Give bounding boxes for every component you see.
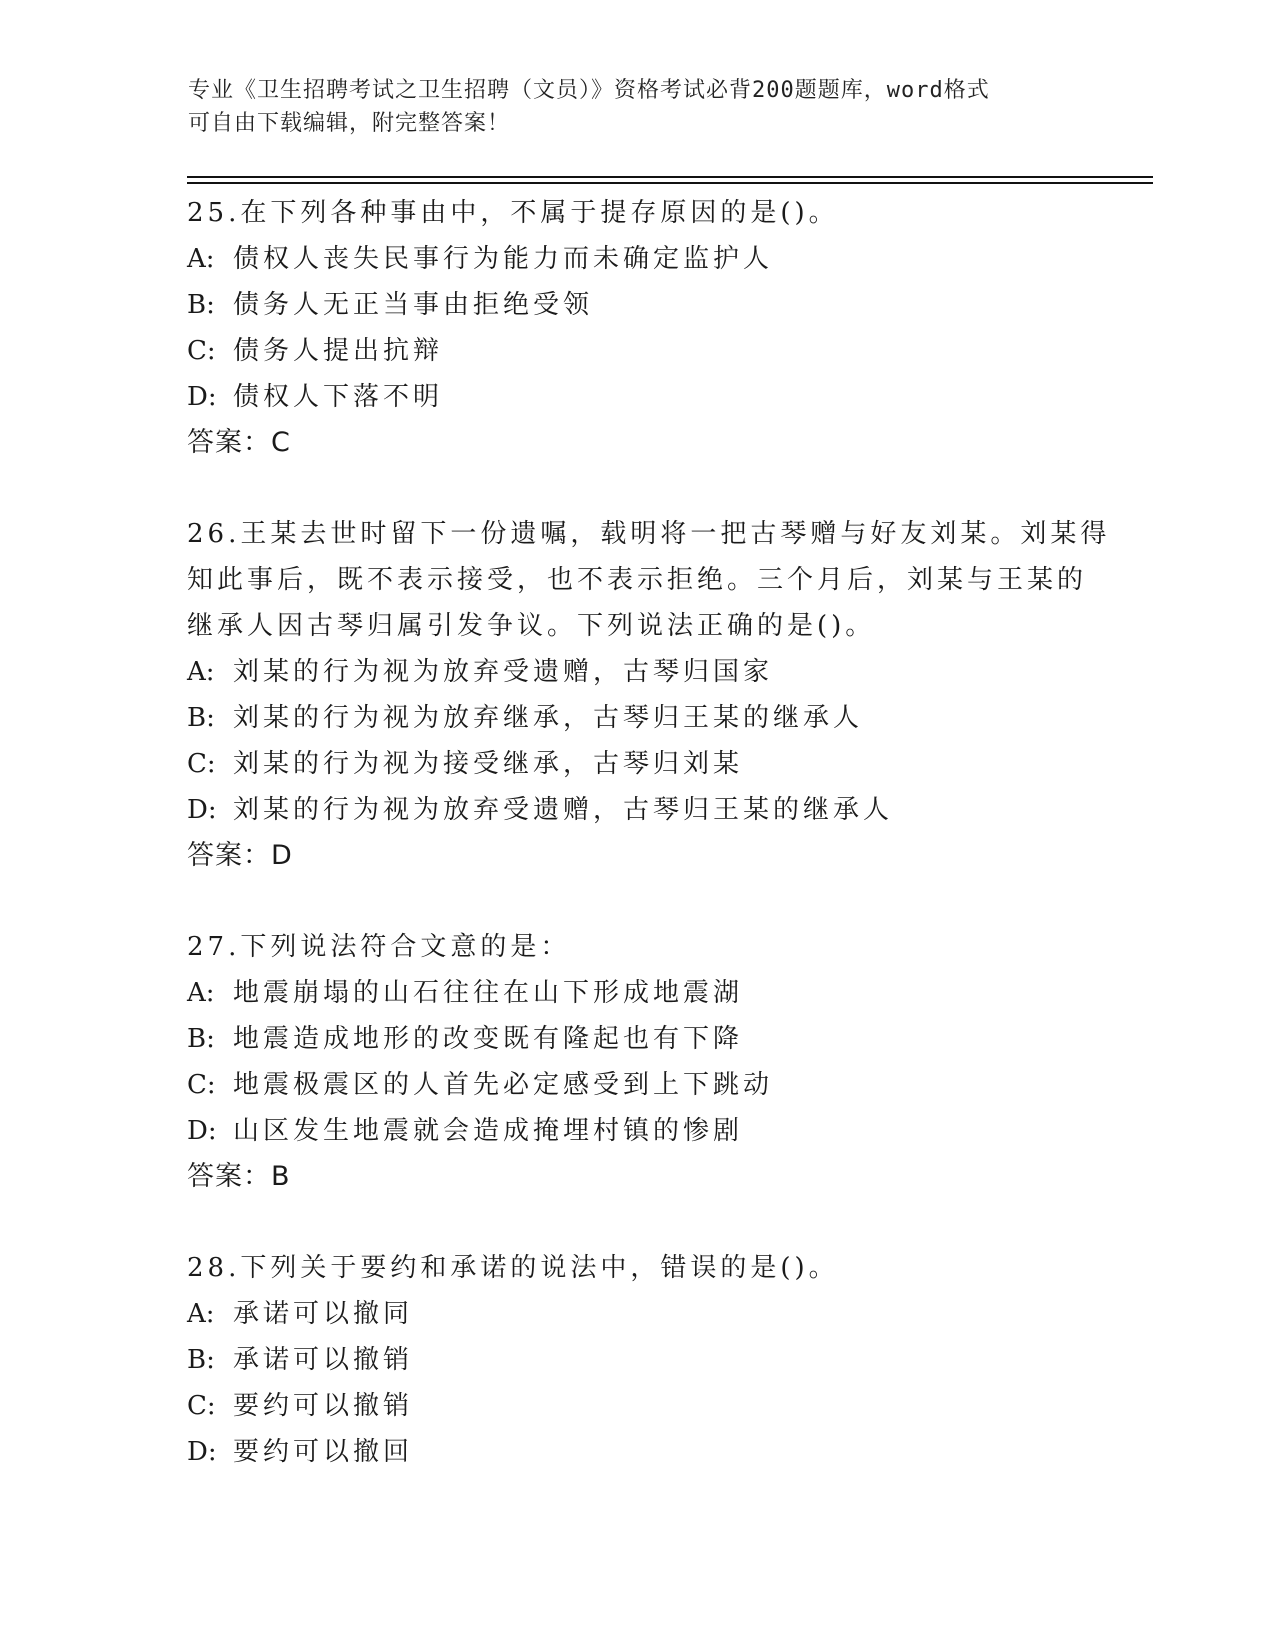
answer-option [187, 282, 1147, 328]
question-block [187, 1245, 1147, 1475]
question-block [187, 511, 1147, 879]
option-text: 要约可以撤销 [233, 1391, 414, 1421]
option-text: 刘某的行为视为放弃继承，古琴归王某的继承人 [233, 703, 864, 733]
option-letter: B: [187, 1024, 215, 1054]
option-text: 承诺可以撤销 [233, 1345, 414, 1375]
answer-option [187, 236, 1147, 282]
answer-option [187, 970, 1147, 1016]
question-stem: 知此事后，既不表示接受，也不表示拒绝。三个月后，刘某与王某的 [187, 565, 1088, 595]
option-text: 承诺可以撤同 [233, 1299, 414, 1329]
option-letter: C: [187, 1070, 216, 1100]
question-stem: 28.下列关于要约和承诺的说法中，错误的是()。 [187, 1253, 839, 1283]
answer-option [187, 1062, 1147, 1108]
header-divider-bottom [187, 182, 1153, 184]
option-text: 地震极震区的人首先必定感受到上下跳动 [233, 1070, 774, 1100]
option-letter: A: [187, 1299, 215, 1329]
option-text: 山区发生地震就会造成掩埋村镇的惨剧 [233, 1116, 744, 1146]
option-letter: D: [187, 795, 217, 825]
option-letter: C: [187, 336, 216, 366]
option-text: 地震崩塌的山石往往在山下形成地震湖 [233, 978, 744, 1008]
answer-option [187, 695, 1147, 741]
document-header [188, 74, 1088, 140]
option-letter: B: [187, 703, 215, 733]
header-line-2: 可自由下载编辑，附完整答案！ [188, 111, 511, 136]
option-text: 刘某的行为视为放弃受遗赠，古琴归王某的继承人 [233, 795, 894, 825]
option-letter: B: [187, 290, 215, 320]
answer-option [187, 1337, 1147, 1383]
answer-option [187, 374, 1147, 420]
answer-key: 答案：D [187, 840, 293, 871]
answer-option [187, 328, 1147, 374]
answer-option [187, 741, 1147, 787]
option-letter: B: [187, 1345, 215, 1375]
option-letter: D: [187, 1437, 217, 1467]
answer-key: 答案：C [187, 427, 291, 458]
option-text: 债务人提出抗辩 [233, 336, 444, 366]
option-text: 地震造成地形的改变既有隆起也有下降 [233, 1024, 744, 1054]
option-letter: A: [187, 244, 215, 274]
answer-option [187, 787, 1147, 833]
option-text: 债权人下落不明 [233, 382, 444, 412]
option-text: 要约可以撤回 [233, 1437, 414, 1467]
option-letter: D: [187, 1116, 217, 1146]
option-letter: D: [187, 382, 217, 412]
question-block [187, 190, 1147, 466]
option-text: 刘某的行为视为放弃受遗赠，古琴归国家 [233, 657, 774, 687]
option-letter: A: [187, 657, 215, 687]
option-text: 刘某的行为视为接受继承，古琴归刘某 [233, 749, 744, 779]
option-letter: C: [187, 1391, 216, 1421]
question-stem: 27.下列说法符合文意的是： [187, 932, 571, 962]
answer-key: 答案：B [187, 1161, 291, 1192]
question-block [187, 924, 1147, 1200]
answer-option [187, 1291, 1147, 1337]
answer-option [187, 1108, 1147, 1154]
option-letter: A: [187, 978, 215, 1008]
question-stem: 继承人因古琴归属引发争议。下列说法正确的是()。 [187, 611, 876, 641]
answer-option [187, 1383, 1147, 1429]
header-line-1: 专业《卫生招聘考试之卫生招聘（文员）》资格考试必背200题题库，word格式 [188, 78, 990, 103]
option-letter: C: [187, 749, 216, 779]
answer-option [187, 1016, 1147, 1062]
answer-option [187, 649, 1147, 695]
question-stem: 25.在下列各种事由中，不属于提存原因的是()。 [187, 198, 839, 228]
question-list [187, 190, 1147, 1520]
question-stem: 26.王某去世时留下一份遗嘱，载明将一把古琴赠与好友刘某。刘某得 [187, 519, 1111, 549]
option-text: 债权人丧失民事行为能力而未确定监护人 [233, 244, 774, 274]
answer-option [187, 1429, 1147, 1475]
option-text: 债务人无正当事由拒绝受领 [233, 290, 594, 320]
header-divider-top [187, 176, 1153, 178]
